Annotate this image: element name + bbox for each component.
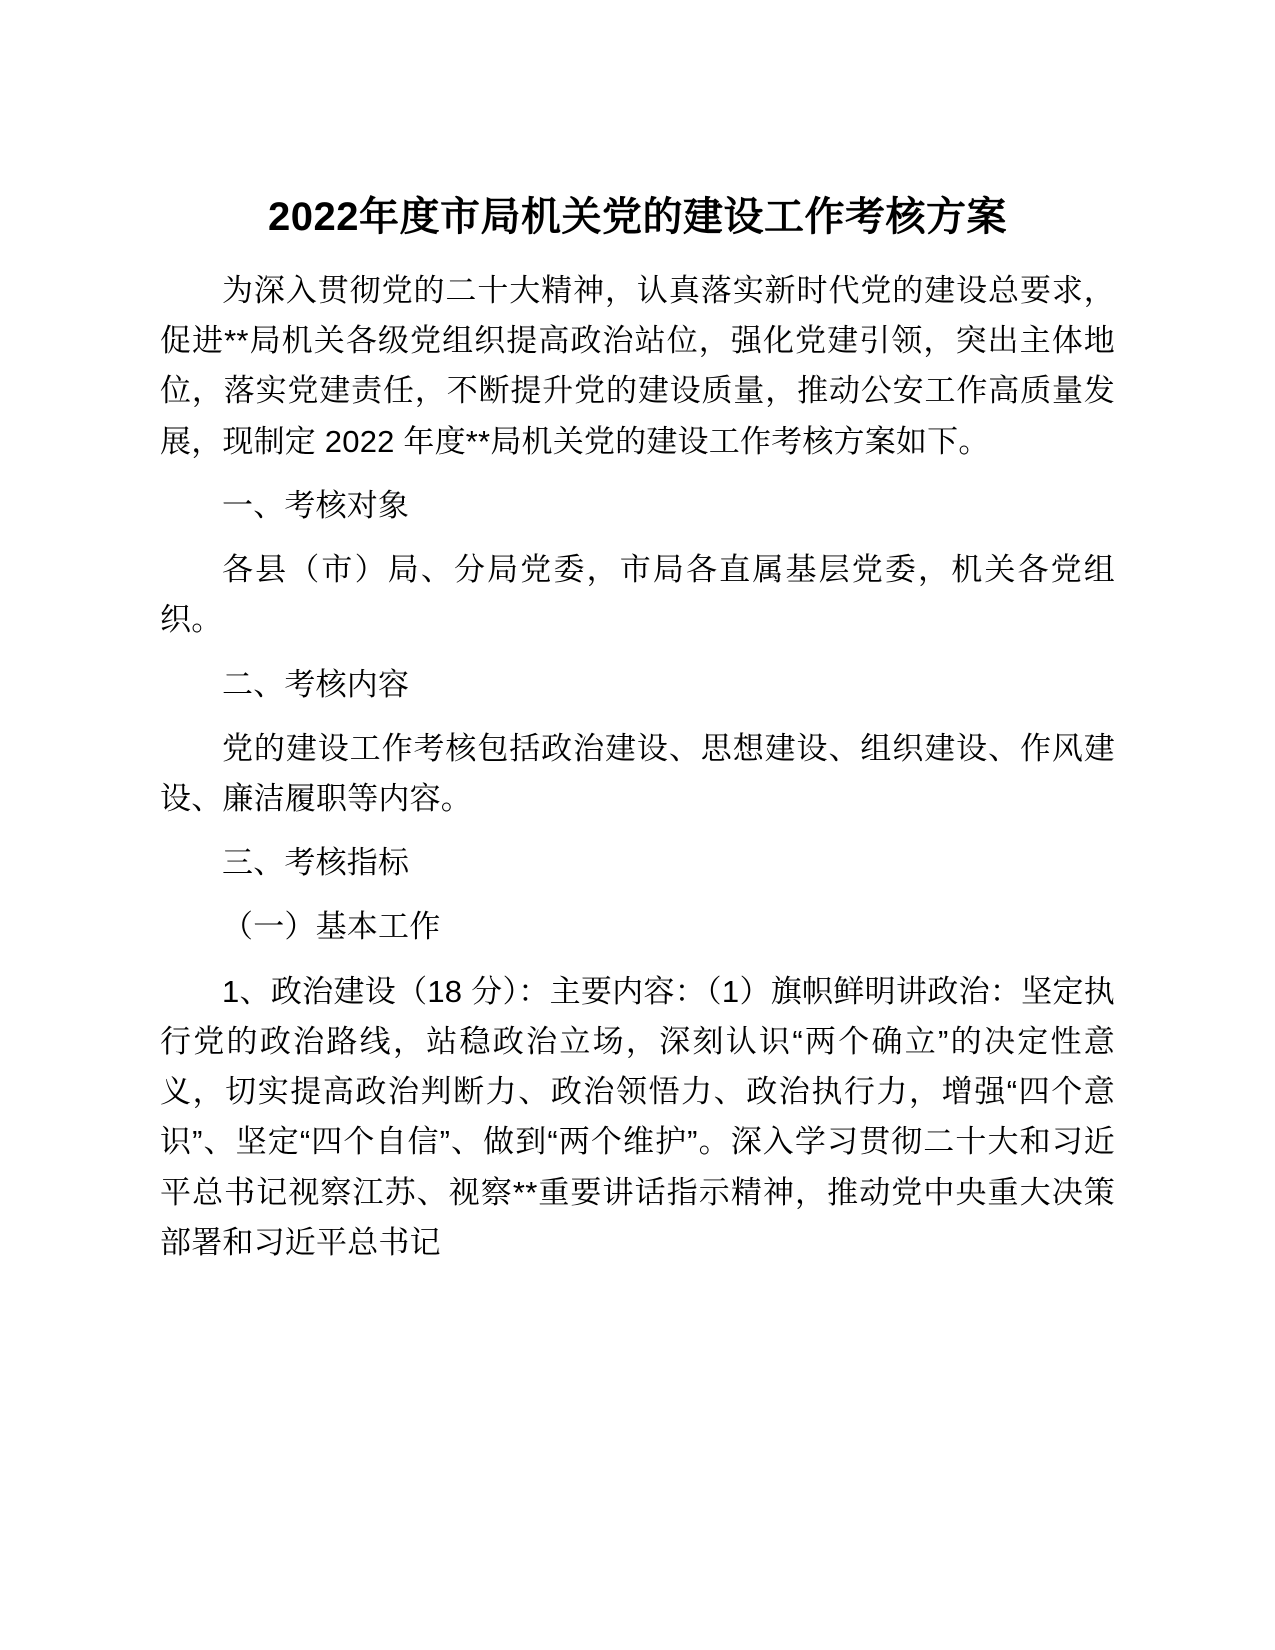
heading-section-one: 一、考核对象: [222, 487, 410, 523]
heading-section-three: 三、考核指标: [222, 845, 410, 881]
paragraph-assessment-targets: 各县（市）局、分局党委，市局各直属基层党委，机关各党组织。: [160, 552, 1115, 638]
paragraph-preamble: 为深入贯彻党的二十大精神，认真落实新时代党的建设总要求，促进**局机关各级党组织提高政治站位，强化党建引领，突出主体地位，落实党建责任，不断提升党的建设质量，推动公安工作高质量发展，现制定 2022 年度**局机关党的建设工作考核方案如下。: [160, 273, 1115, 459]
heading-section-two: 二、考核内容: [222, 666, 410, 702]
heading-subsection-one: （一）基本工作: [222, 909, 441, 945]
paragraph-item-1-political-construction: 1、政治建设（18 分）：主要内容：（1）旗帜鲜明讲政治：坚定执行党的政治路线，站稳政治立场，深刻认识“两个确立”的决定性意义，切实提高政治判断力、政治领悟力、政治执行力，增强“四个意识”、坚定“四个自信”、做到“两个维护”。深入学习贯彻二十大和习近平总书记视察江苏、视察**重要讲话指示精神，推动党中央重大决策部署和习近平总书记: [160, 973, 1115, 1260]
paragraph-assessment-content: 党的建设工作考核包括政治建设、思想建设、组织建设、作风建设、廉洁履职等内容。: [160, 730, 1115, 816]
page-title: 2022年度市局机关党的建设工作考核方案: [268, 195, 1007, 239]
